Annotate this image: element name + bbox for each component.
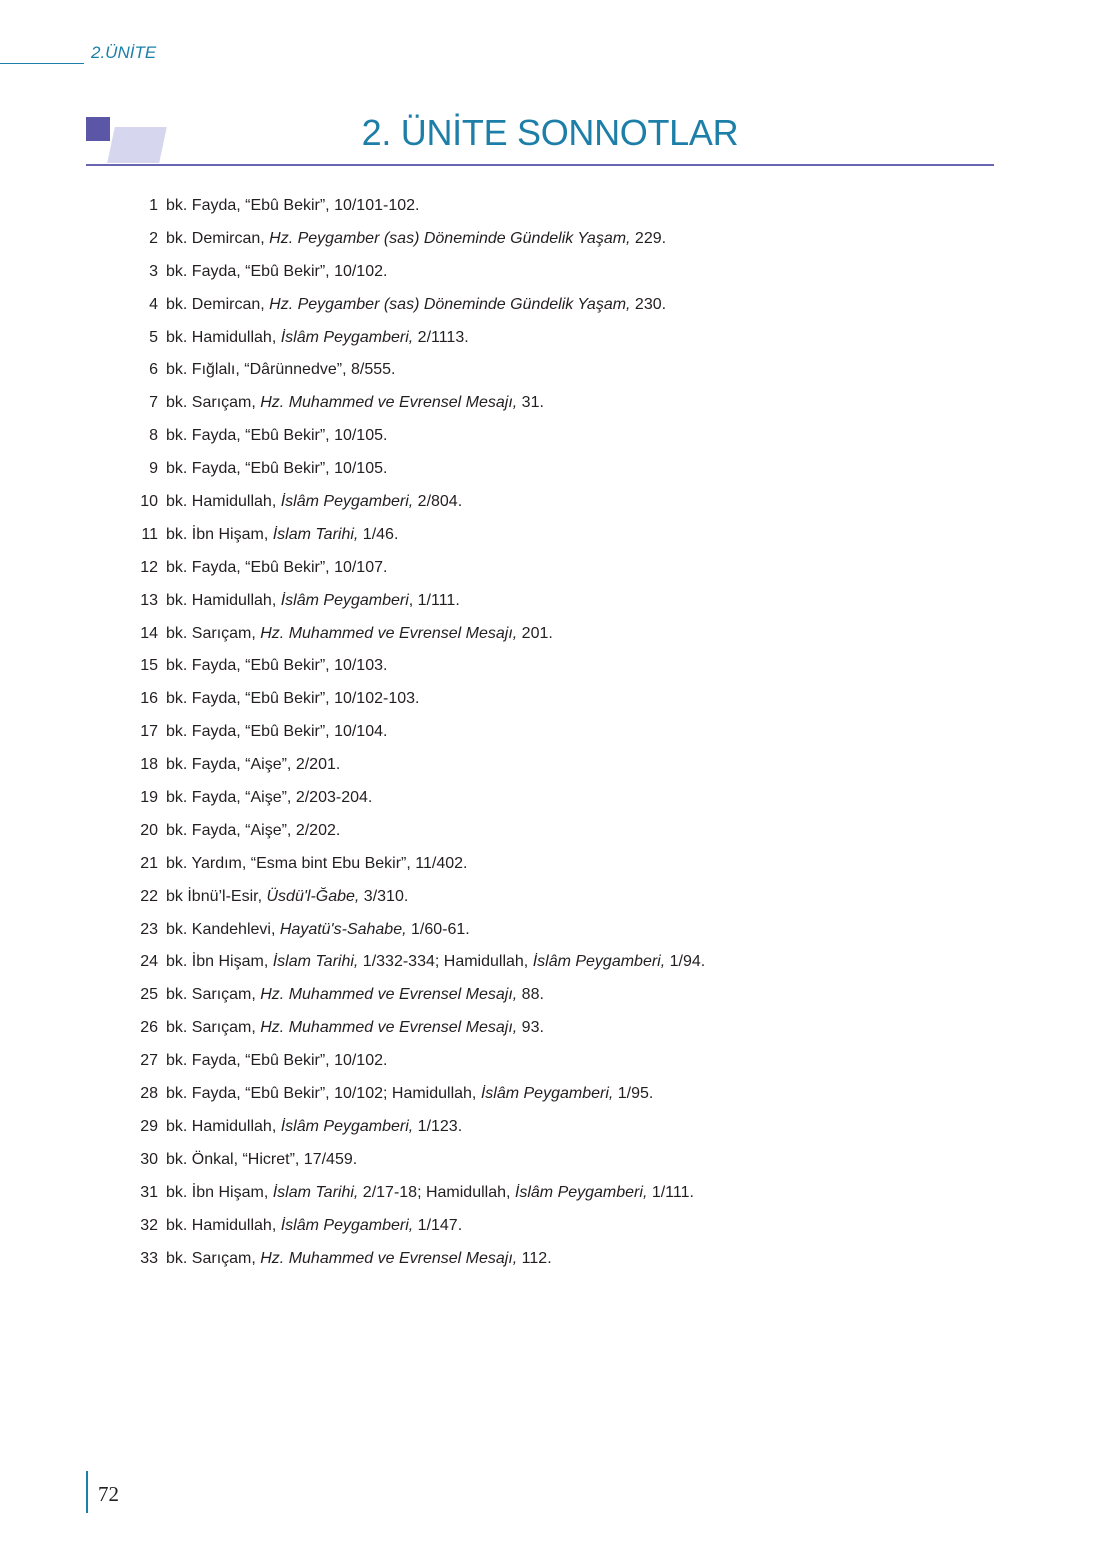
endnote-text bbox=[166, 1182, 694, 1215]
endnote-number: 3 bbox=[149, 262, 158, 280]
endnote-number: 12 bbox=[140, 558, 158, 576]
endnote-number: 25 bbox=[140, 986, 158, 1004]
endnote-segment: bk. İbn Hişam, bbox=[166, 525, 273, 543]
endnote-number: 16 bbox=[140, 690, 158, 708]
endnote-work-title: İslâm Peygamberi, bbox=[280, 328, 414, 346]
endnote-work-title: Hz. Peygamber (sas) Döneminde Gündelik Yaşam, bbox=[269, 229, 631, 247]
endnote-text bbox=[166, 228, 666, 261]
endnote-item bbox=[130, 951, 990, 984]
header-rule bbox=[0, 63, 84, 64]
endnote-segment: 2/17-18; Hamidullah, bbox=[358, 1183, 515, 1201]
endnote-segment: bk. Fayda, “Ebû Bekir”, 10/101-102. bbox=[166, 197, 420, 214]
endnote-segment: 112. bbox=[517, 1249, 552, 1267]
endnote-item bbox=[130, 557, 990, 590]
endnote-segment: bk. Fayda, “Ebû Bekir”, 10/105. bbox=[166, 460, 388, 478]
endnote-number: 6 bbox=[149, 361, 158, 379]
endnote-segment: 230. bbox=[630, 295, 667, 313]
endnote-segment: bk. Hamidullah, bbox=[166, 1117, 281, 1135]
header-unit-label: 2.ÜNİTE bbox=[91, 43, 157, 62]
endnote-segment: bk. Fayda, “Ebû Bekir”, 10/103. bbox=[166, 657, 388, 675]
endnote-segment: bk. Fayda, “Ebû Bekir”, 10/102; Hamidullah, bbox=[166, 1085, 481, 1103]
endnote-segment: 1/332-334; Hamidullah, bbox=[358, 953, 533, 971]
endnote-item bbox=[130, 392, 990, 425]
endnote-text bbox=[166, 261, 387, 294]
title-rule bbox=[86, 164, 994, 166]
page-number: 72 bbox=[98, 1482, 119, 1506]
endnote-number: 1 bbox=[149, 197, 158, 214]
endnote-text bbox=[166, 392, 544, 425]
endnote-segment: 1/111. bbox=[647, 1183, 694, 1201]
endnote-work-title: Hz. Muhammed ve Evrensel Mesajı, bbox=[260, 1019, 518, 1037]
page-title: 2. ÜNİTE SONNOTLAR bbox=[361, 112, 739, 153]
endnote-number: 18 bbox=[140, 756, 158, 774]
endnote-item bbox=[130, 754, 990, 787]
endnote-item bbox=[130, 228, 990, 261]
endnote-number: 30 bbox=[140, 1150, 158, 1168]
endnote-segment: 1/94. bbox=[665, 953, 706, 971]
endnote-text bbox=[166, 984, 544, 1017]
endnote-text bbox=[166, 754, 340, 787]
endnote-number: 29 bbox=[140, 1117, 158, 1135]
endnote-text bbox=[166, 787, 372, 820]
endnote-text bbox=[166, 655, 387, 688]
endnote-item bbox=[130, 261, 990, 294]
endnote-segment: bk. Sarıçam, bbox=[166, 986, 261, 1004]
endnote-number: 33 bbox=[140, 1249, 158, 1267]
endnote-segment: 1/95. bbox=[613, 1085, 654, 1103]
endnote-segment: bk. Hamidullah, bbox=[166, 591, 281, 609]
endnote-work-title: İslâm Peygamberi, bbox=[280, 1216, 414, 1234]
endnote-work-title: Hz. Muhammed ve Evrensel Mesajı, bbox=[260, 1249, 518, 1267]
endnote-text bbox=[166, 1149, 357, 1182]
endnote-work-title: Üsdü'l-Ğabe, bbox=[266, 887, 360, 905]
endnote-work-title: İslâm Peygamberi bbox=[280, 591, 409, 609]
endnote-segment: bk. Hamidullah, bbox=[166, 493, 281, 511]
endnote-number: 20 bbox=[140, 821, 158, 839]
endnote-text bbox=[166, 721, 387, 754]
title-decoration-light bbox=[107, 127, 167, 163]
endnote-number: 4 bbox=[149, 295, 158, 313]
endnote-text bbox=[166, 524, 398, 557]
endnote-segment: bk. Fayda, “Ebû Bekir”, 10/104. bbox=[166, 723, 388, 741]
endnote-work-title: Hayatü's-Sahabe, bbox=[279, 920, 407, 938]
endnote-item bbox=[130, 1050, 990, 1083]
endnote-text bbox=[166, 195, 419, 228]
endnote-segment: 229. bbox=[630, 229, 667, 247]
endnote-item bbox=[130, 853, 990, 886]
endnote-work-title: Hz. Muhammed ve Evrensel Mesajı, bbox=[260, 394, 518, 412]
endnote-segment: bk. Sarıçam, bbox=[166, 1019, 261, 1037]
endnote-item bbox=[130, 1149, 990, 1182]
endnote-text bbox=[166, 327, 469, 360]
endnote-text bbox=[166, 458, 387, 491]
endnote-text bbox=[166, 1017, 544, 1050]
endnote-segment: 2/804. bbox=[413, 493, 463, 511]
endnote-text bbox=[166, 853, 467, 886]
endnote-item bbox=[130, 327, 990, 360]
endnote-number: 10 bbox=[140, 493, 158, 511]
endnote-number: 15 bbox=[140, 657, 158, 675]
endnote-item bbox=[130, 590, 990, 623]
endnote-number: 23 bbox=[140, 920, 158, 938]
endnote-item bbox=[130, 294, 990, 327]
endnote-item bbox=[130, 787, 990, 820]
endnote-work-title: İslam Tarihi, bbox=[272, 953, 359, 971]
endnote-segment: 201. bbox=[517, 624, 553, 642]
endnote-text bbox=[166, 557, 387, 590]
endnote-segment: bk. İbn Hişam, bbox=[166, 953, 273, 971]
endnote-segment: bk İbnü’l-Esir, bbox=[166, 887, 267, 905]
endnote-segment: bk. Fığlalı, “Dârünnedve”, 8/555. bbox=[166, 361, 396, 379]
endnote-number: 2 bbox=[149, 229, 158, 247]
endnote-number: 5 bbox=[149, 328, 158, 346]
endnote-text bbox=[166, 919, 470, 952]
endnote-segment: bk. Fayda, “Ebû Bekir”, 10/105. bbox=[166, 427, 388, 445]
endnote-work-title: İslâm Peygamberi, bbox=[480, 1085, 614, 1103]
endnote-segment: bk. Fayda, “Aişe”, 2/202. bbox=[166, 821, 341, 839]
endnote-item bbox=[130, 721, 990, 754]
endnote-item bbox=[130, 491, 990, 524]
endnote-number: 19 bbox=[140, 789, 158, 807]
endnote-segment: bk. Yardım, “Esma bint Ebu Bekir”, 11/402. bbox=[166, 854, 468, 872]
endnote-item bbox=[130, 425, 990, 458]
endnote-text bbox=[166, 1248, 552, 1281]
endnote-work-title: Hz. Muhammed ve Evrensel Mesajı, bbox=[260, 986, 518, 1004]
endnote-item bbox=[130, 820, 990, 853]
endnote-segment: bk. Demircan, bbox=[166, 295, 270, 313]
endnote-number: 13 bbox=[140, 591, 158, 609]
endnote-work-title: İslâm Peygamberi, bbox=[280, 493, 414, 511]
endnote-segment: bk. Fayda, “Aişe”, 2/201. bbox=[166, 756, 341, 774]
endnote-work-title: Hz. Muhammed ve Evrensel Mesajı, bbox=[260, 624, 518, 642]
endnote-segment: 1/60-61. bbox=[406, 920, 470, 938]
endnote-number: 27 bbox=[140, 1052, 158, 1070]
endnote-text bbox=[166, 1050, 387, 1083]
endnote-item bbox=[130, 919, 990, 952]
endnote-segment: 1/123. bbox=[413, 1117, 463, 1135]
endnote-number: 32 bbox=[140, 1216, 158, 1234]
endnote-segment: , 1/111. bbox=[408, 591, 460, 609]
endnote-item bbox=[130, 458, 990, 491]
endnote-item bbox=[130, 524, 990, 557]
endnote-segment: bk. Hamidullah, bbox=[166, 1216, 281, 1234]
endnote-segment: bk. Fayda, “Ebû Bekir”, 10/107. bbox=[166, 558, 388, 576]
endnote-text bbox=[166, 359, 395, 392]
endnote-work-title: İslam Tarihi, bbox=[272, 1183, 359, 1201]
endnote-work-title: İslâm Peygamberi, bbox=[514, 1183, 648, 1201]
endnote-number: 11 bbox=[141, 525, 158, 543]
endnote-number: 8 bbox=[149, 427, 158, 445]
endnote-number: 22 bbox=[140, 887, 158, 905]
endnote-item bbox=[130, 359, 990, 392]
endnote-text bbox=[166, 688, 419, 721]
endnote-text bbox=[166, 1215, 462, 1248]
endnote-number: 28 bbox=[140, 1085, 158, 1103]
endnote-item bbox=[130, 1248, 990, 1281]
endnote-number: 14 bbox=[140, 624, 158, 642]
endnote-number: 9 bbox=[149, 460, 158, 478]
endnote-number: 21 bbox=[140, 854, 158, 872]
endnote-number: 31 bbox=[140, 1183, 158, 1201]
endnote-item bbox=[130, 1083, 990, 1116]
endnote-text bbox=[166, 886, 408, 919]
endnote-segment: 2/1113. bbox=[413, 328, 469, 346]
endnote-segment: 3/310. bbox=[359, 887, 409, 905]
title-decoration-dark bbox=[86, 117, 110, 141]
endnote-text bbox=[166, 590, 460, 623]
endnote-item bbox=[130, 1215, 990, 1248]
endnote-item bbox=[130, 984, 990, 1017]
endnote-segment: bk. Fayda, “Aişe”, 2/203-204. bbox=[166, 789, 373, 807]
endnote-work-title: İslam Tarihi, bbox=[272, 525, 359, 543]
endnote-segment: 1/46. bbox=[358, 525, 399, 543]
endnote-item bbox=[130, 1182, 990, 1215]
endnote-segment: bk. Fayda, “Ebû Bekir”, 10/102. bbox=[166, 1052, 388, 1070]
endnote-segment: bk. Fayda, “Ebû Bekir”, 10/102. bbox=[166, 262, 388, 280]
endnote-number: 24 bbox=[140, 953, 158, 971]
endnote-segment: bk. Fayda, “Ebû Bekir”, 10/102-103. bbox=[166, 690, 420, 708]
endnote-number: 17 bbox=[140, 723, 158, 741]
endnote-text bbox=[166, 820, 340, 853]
endnote-segment: bk. Hamidullah, bbox=[166, 328, 281, 346]
endnote-number: 26 bbox=[140, 1019, 158, 1037]
endnote-text bbox=[166, 623, 553, 656]
endnote-segment: bk. Demircan, bbox=[166, 229, 270, 247]
endnote-text bbox=[166, 1116, 462, 1149]
endnote-segment: bk. Önkal, “Hicret”, 17/459. bbox=[166, 1150, 358, 1168]
endnote-work-title: Hz. Peygamber (sas) Döneminde Gündelik Yaşam, bbox=[269, 295, 631, 313]
endnote-item bbox=[130, 195, 990, 228]
endnote-segment: bk. Sarıçam, bbox=[166, 394, 261, 412]
endnote-text bbox=[166, 951, 705, 984]
endnote-segment: bk. Kandehlevi, bbox=[166, 920, 280, 938]
endnote-segment: 93. bbox=[517, 1019, 544, 1037]
endnotes-list bbox=[130, 195, 990, 1280]
endnote-segment: bk. Sarıçam, bbox=[166, 624, 261, 642]
endnote-item bbox=[130, 688, 990, 721]
endnote-segment: 31. bbox=[517, 394, 544, 412]
endnote-work-title: İslâm Peygamberi, bbox=[532, 953, 666, 971]
page-number-rule bbox=[86, 1471, 88, 1513]
endnote-number: 7 bbox=[149, 394, 158, 412]
endnote-item bbox=[130, 623, 990, 656]
endnote-text bbox=[166, 425, 387, 458]
endnote-segment: 1/147. bbox=[413, 1216, 463, 1234]
endnote-segment: 88. bbox=[517, 986, 544, 1004]
endnote-text bbox=[166, 1083, 653, 1116]
endnote-item bbox=[130, 1017, 990, 1050]
endnote-text bbox=[166, 491, 462, 524]
endnote-item bbox=[130, 886, 990, 919]
endnote-item bbox=[130, 655, 990, 688]
endnote-work-title: İslâm Peygamberi, bbox=[280, 1117, 414, 1135]
endnote-segment: bk. Sarıçam, bbox=[166, 1249, 261, 1267]
endnote-item bbox=[130, 1116, 990, 1149]
endnote-segment: bk. İbn Hişam, bbox=[166, 1183, 273, 1201]
endnote-text bbox=[166, 294, 666, 327]
